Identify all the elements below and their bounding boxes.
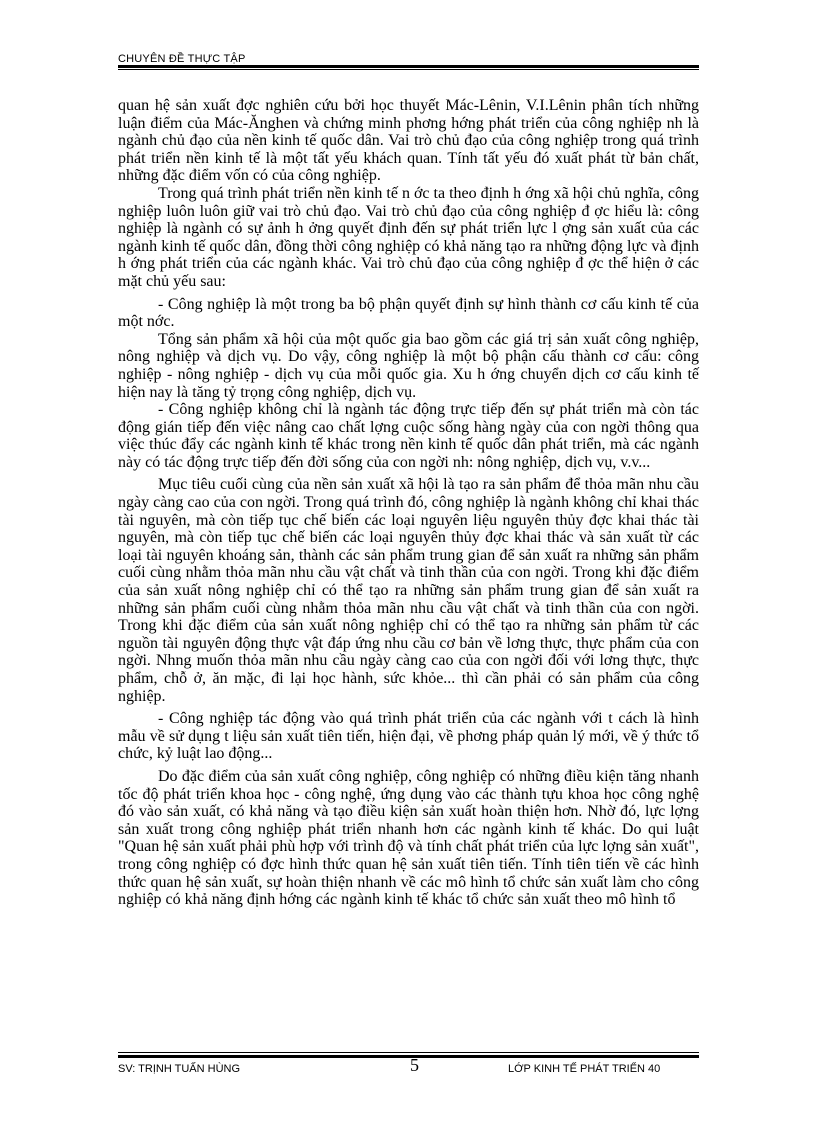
paragraph: Trong quá trình phát triển nền kinh tế n ớc ta theo định h ớng xã hội chủ nghĩa, công nghiệp luôn luôn giữ vai trò chủ đạo. Vai trò chủ đạo của công nghiệp đ ợc hiểu là: công nghiệp là ngành có sự ảnh h ởng quyết định đến sự phát triển lực l ợng sản xuất của các ngành kinh tế quốc dân, đồng thời công nghiệp có khả năng tạo ra những động lực và định h ớng phát triển của các ngành khác. Vai trò chủ đạo của công nghiệp đ ợc thể hiện ở các mặt chủ yếu sau: [118,184,699,290]
footer-author: SV: TRỊNH TUẤN HÙNG [118,1063,241,1074]
body-text [118,97,699,909]
paragraph: - Công nghiệp không chỉ là ngành tác động trực tiếp đến sự phát triển mà còn tác động gián tiếp đến việc nâng cao chất lợng cuộc sống hàng ngày của con ngời thông qua việc thúc đẩy các ngành kinh tế khác trong nền kinh tế quốc dân phát triển, mà các ngành này có tác động trực tiếp đến đời sống của con ngời nh: nông nghiệp, dịch vụ, v.v... [118,401,699,471]
paragraph: Tổng sản phẩm xã hội của một quốc gia bao gồm các giá trị sản xuất công nghiệp, nông nghiệp và dịch vụ. Do vậy, công nghiệp là một bộ phận cấu thành cơ cấu: công nghiệp - nông nghiệp - dịch vụ của mỗi quốc gia. Xu h ớng chuyển dịch cơ cấu kinh tế hiện nay là tăng tỷ trọng công nghiệp, dịch vụ. [118,330,699,401]
page-header: CHUYÊN ĐỀ THỰC TẬP [118,53,246,65]
paragraph: Do đặc điểm của sản xuất công nghiệp, công nghiệp có những điều kiện tăng nhanh tốc độ phát triển khoa học - công nghệ, ứng dụng vào các thành tựu khoa học công nghệ đó vào sản xuất, có khả năng và tạo điều kiện sản xuất hoàn thiện hơn. Nhờ đó, lực lợng sản xuất trong công nghiệp phát triển nhanh hơn các ngành kinh tế khác. Do qui luật "Quan hệ sản xuất phải phù hợp với trình độ và tính chất phát triển của lực lợng sản xuất", trong công nghiệp có đợc hình thức quan hệ sản xuất tiên tiến. Tính tiên tiến về các hình thức quan hệ sản xuất, sự hoàn thiện nhanh về các mô hình tổ chức sản xuất làm cho công nghiệp có khả năng định hớng các ngành kinh tế khác tổ chức sản xuất theo mô hình tổ [118,767,699,909]
header-rule-thin [118,69,699,70]
page-number: 5 [410,1055,419,1075]
paragraph: - Công nghiệp là một trong ba bộ phận quyết định sự hình thành cơ cấu kinh tế của một nớc. [118,295,699,331]
paragraph: quan hệ sản xuất đợc nghiên cứu bởi học thuyết Mác-Lênin, V.I.Lênin phân tích những luận điểm của Mác-Ănghen và chứng minh phơng hớng phát triển của công nghiệp nh là ngành chủ đạo của nền kinh tế quốc dân. Vai trò chủ đạo của công nghiệp trong quá trình phát triển nền kinh tế là một tất yếu khách quan. Tính tất yếu đó xuất phát từ bản chất, những đặc điểm vốn có của công nghiệp. [118,97,699,185]
paragraph: Mục tiêu cuối cùng của nền sản xuất xã hội là tạo ra sản phẩm để thỏa mãn nhu cầu ngày càng cao của con ngời. Trong quá trình đó, công nghiệp là ngành không chỉ khai thác tài nguyên, mà còn tiếp tục chế biến các loại nguyên liệu nguyên thủy đợc khai thác tài nguyên, mà còn tiếp tục chế biến các loại nguyên thủy đợc khai thác và sản xuất từ các loại tài nguyên khoáng sản, thành các sản phẩm trung gian để sản xuất ra những sản phẩm cuối cùng nhằm thỏa mãn nhu cầu vật chất và tinh thần của con ngời. Trong khi đặc điểm của sản xuất nông nghiệp chỉ có thể tạo ra những sản phẩm trung gian để sản xuất ra những sản phẩm cuối cùng nhằm thỏa mãn nhu cầu vật chất và tinh thần của con ngời. Trong khi đặc điểm của sản xuất nông nghiệp chỉ có thể tạo ra những sản phẩm từ các nguồn tài nguyên động thực vật đáp ứng nhu cầu cơ bản về lơng thực, thực phẩm của con ngời. Nhng muốn thỏa mãn nhu cầu ngày càng cao của con ngời đối với lơng thực, thực phẩm, chỗ ở, ăn mặc, đi lại học hành, sức khỏe... thì cần phải có sản phẩm của công nghiệp. [118,476,699,705]
footer-rule [118,1055,699,1058]
footer-class: LỚP KINH TẾ PHÁT TRIỂN 40 [508,1063,661,1074]
footer-rule-thin [118,1052,699,1053]
header-rule [118,65,699,68]
paragraph: - Công nghiệp tác động vào quá trình phát triển của các ngành với t cách là hình mẫu về sử dụng t liệu sản xuất tiên tiến, hiện đại, về phơng pháp quản lý mới, về ý thức tổ chức, kỷ luật lao động... [118,710,699,763]
